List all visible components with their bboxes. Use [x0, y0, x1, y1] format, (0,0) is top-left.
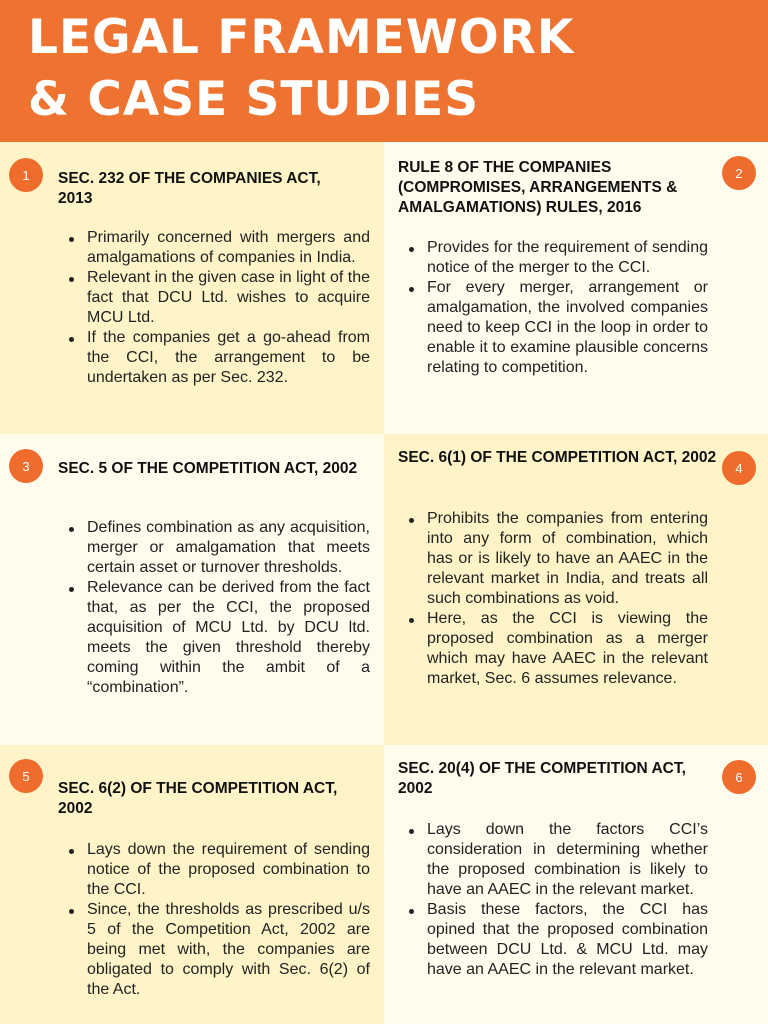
section-number-badge: 1	[9, 158, 43, 192]
section-4-panel	[384, 434, 768, 745]
section-heading: SEC. 6(2) OF THE COMPETITION ACT, 2002	[58, 780, 338, 817]
section-points	[398, 238, 708, 378]
list-item: For every merger, arrangement or amalgamation, the involved companies need to keep CCI in the loop in order to enable it to examine plausible concerns relating to competition.	[398, 278, 708, 378]
list-item: Basis these factors, the CCI has opined that the proposed combination between DCU Ltd. & MCU Ltd. may have an AAEC in the relevant market.	[398, 900, 708, 980]
section-heading: SEC. 5 OF THE COMPETITION ACT, 2002	[58, 460, 358, 477]
list-item: Since, the thresholds as prescribed u/s 5 of the Competition Act, 2002 are being met with, the companies are obligated to comply with Sec. 6(2) of the Act.	[58, 900, 370, 1000]
list-item: Lays down the factors CCI’s consideration in determining whether the proposed combination is likely to have an AAEC in the relevant market.	[398, 820, 708, 900]
section-heading: SEC. 232 OF THE COMPANIES ACT, 2013	[58, 170, 321, 207]
page-title-line-1: LEGAL FRAMEWORK	[28, 10, 575, 65]
list-item: Prohibits the companies from entering into any form of combination, which has or is likely to have an AAEC in the relevant market in India, and treats all such combinations as void.	[398, 509, 708, 609]
section-number-badge: 6	[722, 760, 756, 794]
list-item: If the companies get a go-ahead from the CCI, the arrangement to be undertaken as per Sec. 232.	[58, 328, 370, 388]
section-number-badge: 3	[9, 449, 43, 483]
list-item: Relevant in the given case in light of the fact that DCU Ltd. wishes to acquire MCU Ltd.	[58, 268, 370, 328]
list-item: Provides for the requirement of sending notice of the merger to the CCI.	[398, 238, 708, 278]
list-item: Here, as the CCI is viewing the proposed combination as a merger which may have AAEC in the relevant market, Sec. 6 assumes relevance.	[398, 609, 708, 689]
list-item: Lays down the requirement of sending notice of the proposed combination to the CCI.	[58, 840, 370, 900]
section-heading: RULE 8 OF THE COMPANIES (COMPROMISES, ARRANGEMENTS & AMALGAMATIONS) RULES, 2016	[398, 159, 678, 216]
section-points	[398, 509, 708, 689]
list-item: Primarily concerned with mergers and amalgamations of companies in India.	[58, 228, 370, 268]
section-6-panel	[384, 745, 768, 1024]
sections-grid	[0, 142, 768, 1024]
page-title-line-2: & CASE STUDIES	[28, 72, 480, 127]
section-number-badge: 5	[9, 759, 43, 793]
section-5-panel	[0, 745, 384, 1024]
section-heading: SEC. 6(1) OF THE COMPETITION ACT, 2002	[398, 449, 717, 466]
section-heading: SEC. 20(4) OF THE COMPETITION ACT, 2002	[398, 760, 686, 797]
page-header	[0, 0, 768, 142]
section-number-badge: 2	[722, 156, 756, 190]
section-points	[58, 228, 370, 388]
section-points	[58, 518, 370, 698]
list-item: Defines combination as any acquisition, merger or amalgamation that meets certain asset or turnover thresholds.	[58, 518, 370, 578]
section-number-badge: 4	[722, 451, 756, 485]
section-2-panel	[384, 142, 768, 434]
section-3-panel	[0, 434, 384, 745]
section-points	[58, 840, 370, 1000]
list-item: Relevance can be derived from the fact that, as per the CCI, the proposed acquisition of MCU Ltd. by DCU ltd. meets the given threshold thereby coming within the ambit of a “combination”.	[58, 578, 370, 698]
section-1-panel	[0, 142, 384, 434]
section-points	[398, 820, 708, 980]
